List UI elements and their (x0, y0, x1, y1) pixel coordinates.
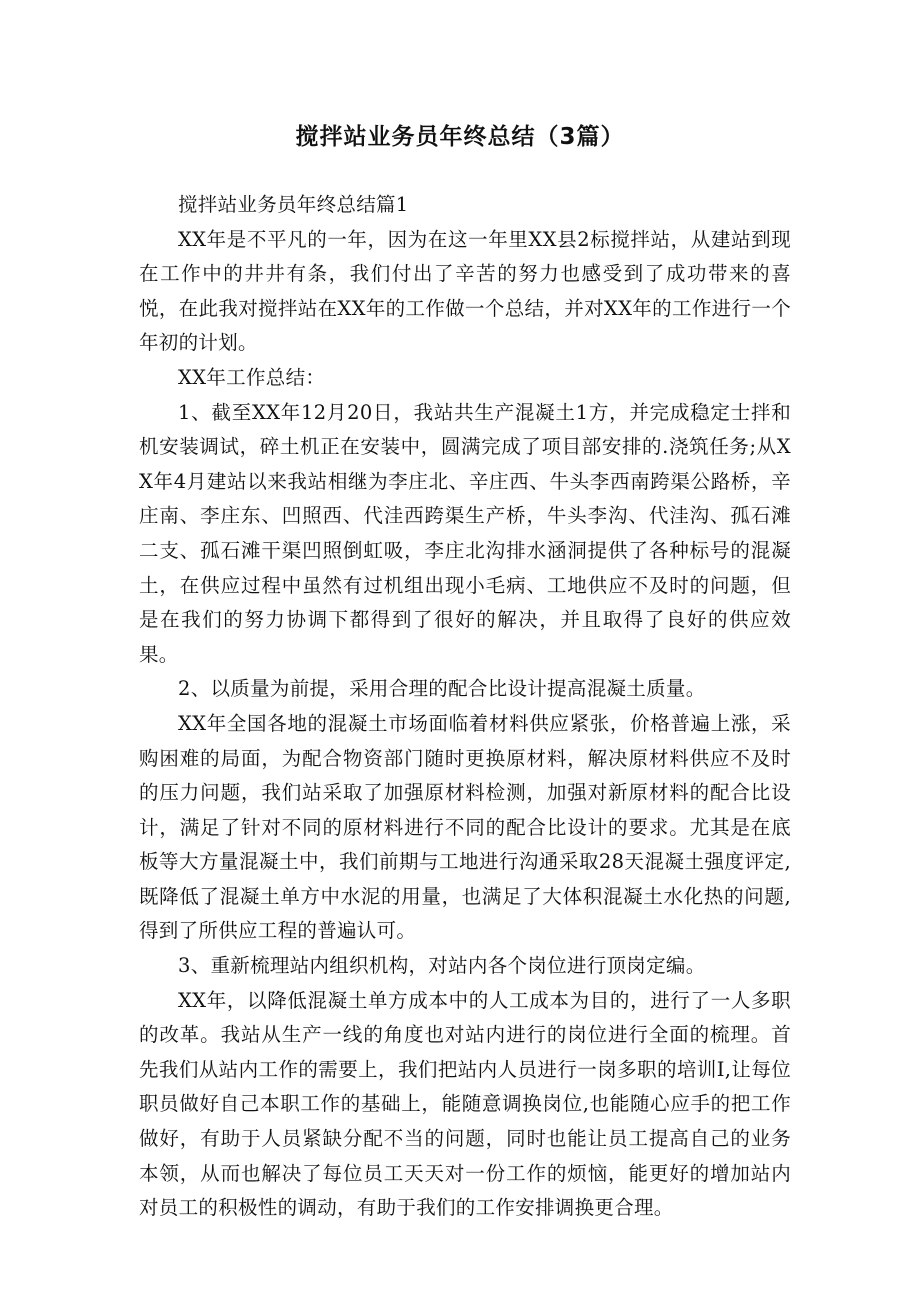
document-body (139, 188, 791, 1226)
section-heading: 搅拌站业务员年终总结篇1 (178, 193, 409, 216)
document-title: 搅拌站业务员年终总结（3篇） (295, 124, 625, 150)
paragraph-intro: XX年是不平凡的一年，因为在这一年里XX县2标搅拌站，从建站到现在工作中的井井有条，我们付出了辛苦的努力也感受到了成功带来的喜悦，在此我对搅拌站在XX年的工作做一个总结，并对XX年的工作进行一个年初的计划。 (139, 227, 791, 355)
paragraph-item-1: 1、截至XX年12月20日，我站共生产混凝土1方，并完成稳定士拌和机安装调试，碎土机正在安装中，圆满完成了项目部安排的.浇筑任务;从XX年4月建站以来我站相继为李庄北、辛庄西、牛头李西南跨渠公路桥，辛庄南、李庄东、凹照西、代洼西跨渠生产桥，牛头李沟、代洼沟、孤石滩二支、孤石滩干渠凹照倒虹吸，李庄北沟排水涵洞提供了各种标号的混凝土，在供应过程中虽然有过机组出现小毛病、工地供应不及时的问题，但是在我们的努力协调下都得到了很好的解决，并且取得了良好的供应效果。 (139, 400, 791, 666)
paragraph-item-3: 3、重新梳理站内组织机构，对站内各个岗位进行顶岗定编。 (178, 954, 706, 978)
paragraph-item-3-detail: XX年，以降低混凝土单方成本中的人工成本为目的，进行了一人多职的改革。我站从生产一线的角度也对站内进行的岗位进行全面的梳理。首先我们从站内工作的需要上，我们把站内人员进行一岗多职的培训I,让每位职员做好自己本职工作的基础上，能随意调换岗位,也能随心应手的把工作做好，有助于人员紧缺分配不当的问题，同时也能让员工提高自己的业务本领，从而也解决了每位员工天天对一份工作的烦恼，能更好的增加站内对员工的积极性的调动，有助于我们的工作安排调换更合理。 (139, 988, 791, 1220)
paragraph-item-2-detail: XX年全国各地的混凝土市场面临着材料供应紧张，价格普遍上涨，采购困难的局面，为配合物资部门随时更换原材料，解决原材料供应不及时的压力问题，我们站采取了加强原材料检测，加强对新原材料的配合比设计，满足了针对不同的原材料进行不同的配合比设计的要求。尤其是在底板等大方量混凝土中，我们前期与工地进行沟通采取28天混凝土强度评定,既降低了混凝土单方中水泥的用量，也满足了大体积混凝土水化热的问题,得到了所供应工程的普遍认可。 (139, 711, 791, 943)
paragraph-item-2: 2、以质量为前提，采用合理的配合比设计提高混凝土质量。 (178, 677, 706, 701)
summary-heading: XX年工作总结： (178, 365, 326, 389)
